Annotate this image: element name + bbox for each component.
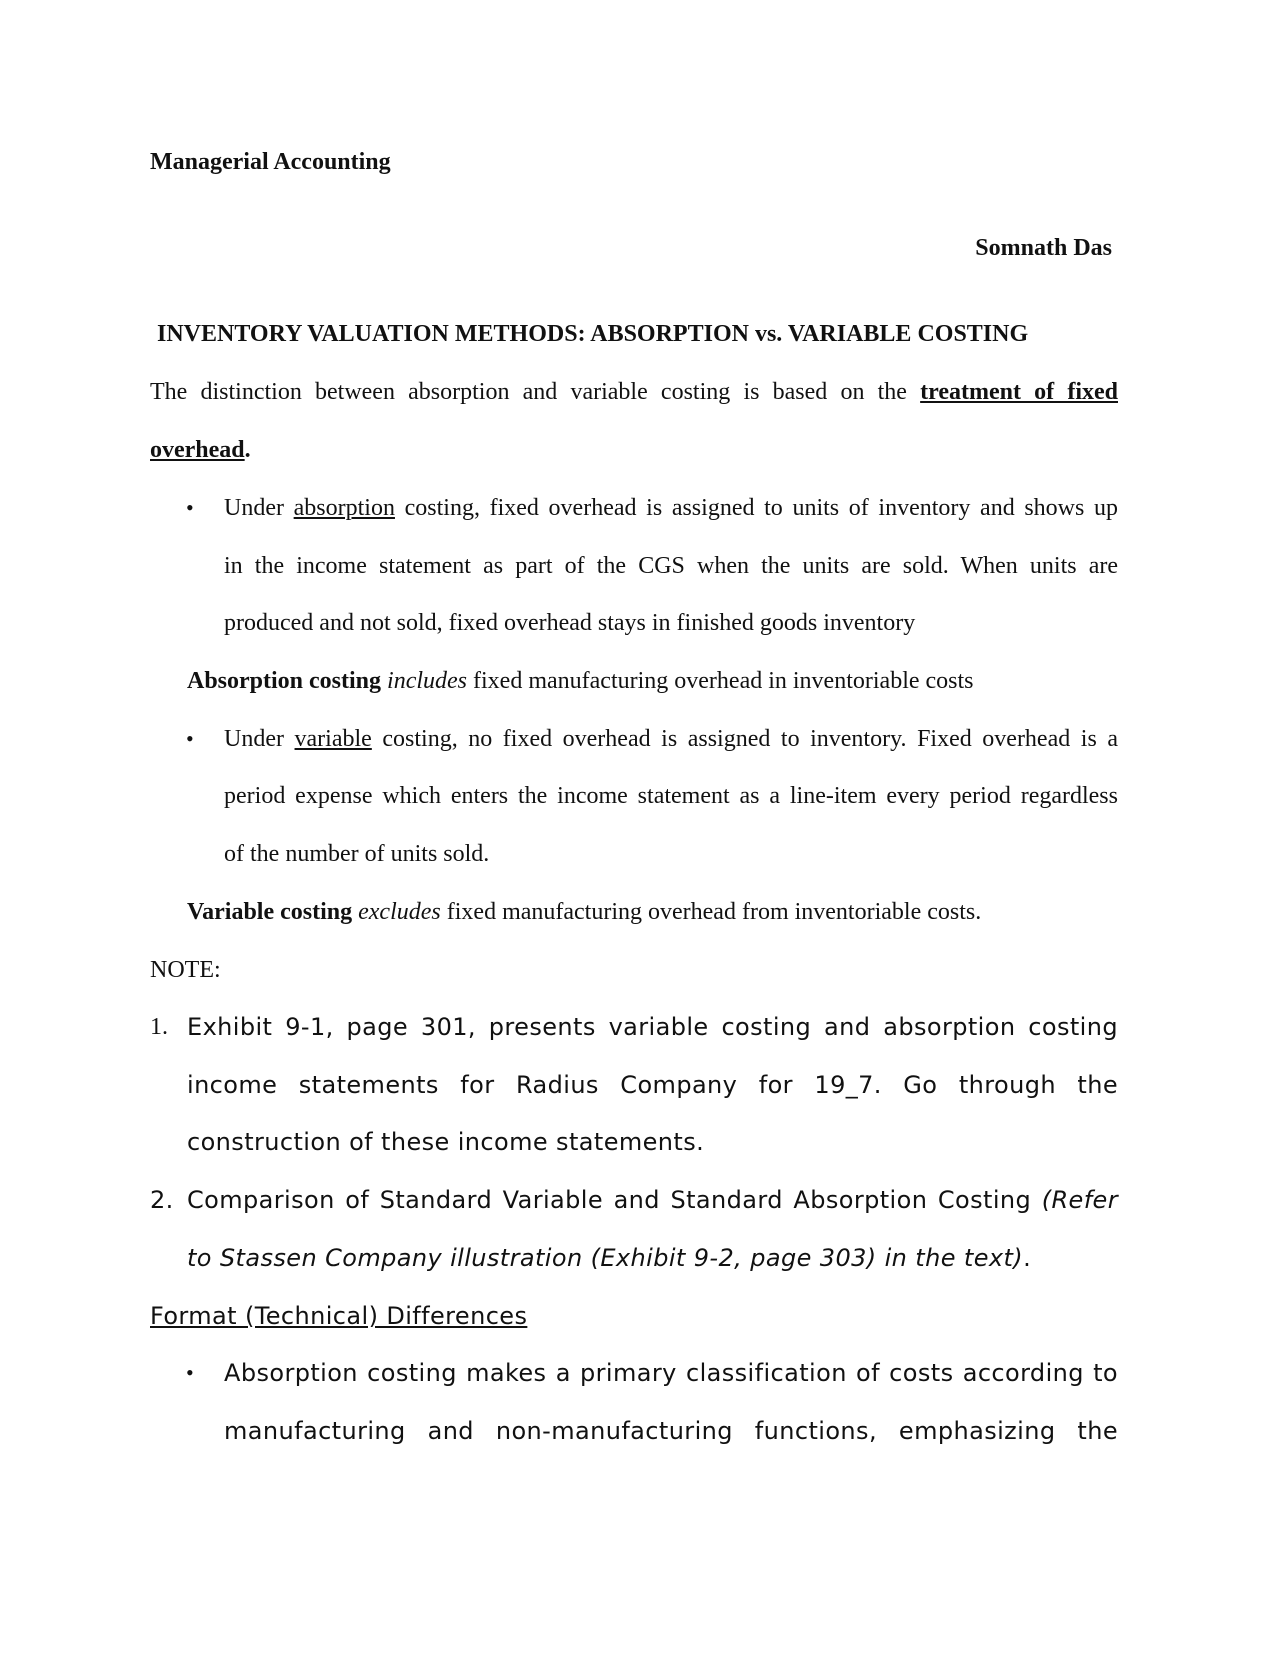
- bullet-icon: •: [186, 726, 194, 751]
- variable-bullet-pre: Under: [224, 726, 295, 752]
- absorption-bullet-line-3: produced and not sold, fixed overhead stays in finished goods inventory: [224, 610, 916, 636]
- bullet-icon: •: [186, 1360, 194, 1385]
- variable-summary-bold: Variable costing: [187, 899, 353, 925]
- absorption-summary-italic: includes: [387, 668, 468, 694]
- bullet-icon: •: [186, 495, 194, 520]
- absorption-summary: [187, 666, 974, 696]
- variable-keyword: variable: [294, 726, 372, 752]
- variable-summary-rest: fixed manufacturing overhead from inventoriable costs.: [440, 899, 982, 925]
- variable-bullet-line-1: [224, 724, 1118, 754]
- note-1-line-3: construction of these income statements.: [187, 1128, 705, 1156]
- absorption-summary-bold: Absorption costing: [187, 668, 382, 694]
- intro-end: .: [244, 437, 251, 463]
- note-1-line-1: Exhibit 9-1, page 301, presents variable costing and absorption costing: [187, 1013, 1118, 1041]
- note-2-number: 2.: [150, 1186, 174, 1214]
- format-bullet-line-2: manufacturing and non-manufacturing functions, emphasizing the: [224, 1417, 1118, 1445]
- absorption-bullet-post: costing, fixed overhead is assigned to units of inventory and shows up: [394, 495, 1119, 521]
- variable-summary-italic: excludes: [358, 899, 441, 925]
- intro-emphasis-2: overhead: [150, 437, 245, 463]
- variable-bullet-line-3: of the number of units sold.: [224, 841, 490, 867]
- variable-summary: [187, 897, 981, 927]
- absorption-bullet-line-2: in the income statement as part of the CGS when the units are sold. When units are: [224, 553, 1118, 579]
- course-title: Managerial Accounting: [150, 149, 391, 175]
- note-1-number: 1.: [150, 1014, 168, 1040]
- intro-emphasis-1: treatment of fixed: [920, 379, 1118, 405]
- author-name: Somnath Das: [975, 235, 1112, 261]
- note-1-line-2: income statements for Radius Company for 19_7. Go through the: [187, 1071, 1118, 1099]
- note-2-line-1-text: Comparison of Standard Variable and Standard Absorption Costing: [187, 1186, 1042, 1214]
- note-2-line-1: [187, 1185, 1118, 1215]
- absorption-bullet-pre: Under: [224, 495, 294, 521]
- note-2-line-2-italic: to Stassen Company illustration (Exhibit 9-2, page 303) in the text): [187, 1244, 1024, 1272]
- note-2-line-2: [187, 1243, 1031, 1273]
- format-bullet-line-1: Absorption costing makes a primary classification of costs according to: [224, 1359, 1118, 1387]
- intro-line-1: [150, 377, 1118, 407]
- section-heading: INVENTORY VALUATION METHODS: ABSORPTION vs. VARIABLE COSTING: [157, 321, 1029, 347]
- format-differences-heading: Format (Technical) Differences: [150, 1302, 528, 1330]
- intro-line-2: [150, 435, 251, 465]
- intro-text: The distinction between absorption and variable costing is based on the: [150, 379, 921, 405]
- note-2-line-2-end: .: [1023, 1244, 1032, 1272]
- note-2-line-1-italic: (Refer: [1041, 1186, 1118, 1214]
- note-label: NOTE:: [150, 957, 221, 983]
- absorption-keyword: absorption: [293, 495, 395, 521]
- absorption-summary-rest: fixed manufacturing overhead in inventoriable costs: [467, 668, 974, 694]
- variable-bullet-post: costing, no fixed overhead is assigned to inventory. Fixed overhead is a: [371, 726, 1118, 752]
- variable-bullet-line-2: period expense which enters the income statement as a line-item every period regardless: [224, 783, 1118, 809]
- absorption-bullet-line-1: [224, 493, 1118, 523]
